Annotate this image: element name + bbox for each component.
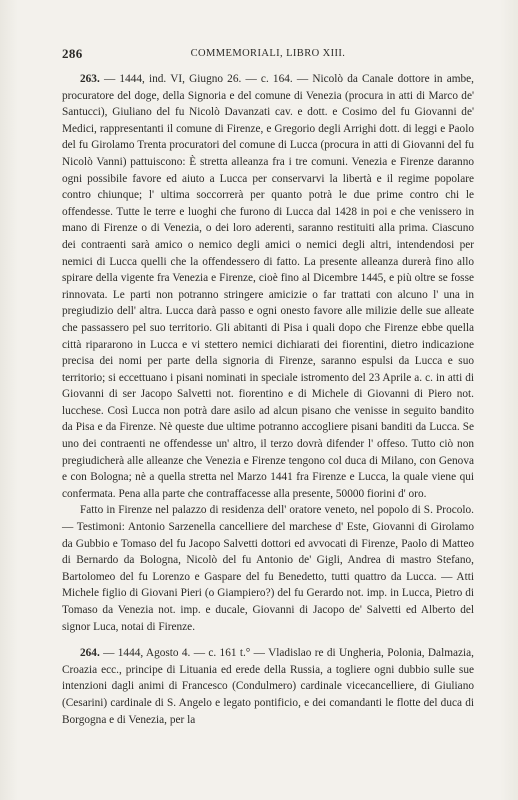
body-text bbox=[62, 71, 474, 728]
entry-separator bbox=[62, 635, 474, 645]
entry-text: — 1444, Agosto 4. — c. 161 t.° — Vladislao re di Ungheria, Polonia, Dalmazia, Croazia ecc., principe di Lituania ed erede della Russia, a togliere ogni dubbio sulle sue intenzioni dagli animi di Francesco (Condulmero) cardinale vicecancelliere, di Giuliano (Cesarini) cardinale di S. Angelo e legato pontificio, e dei comandanti le flotte del duca di Borgogna e di Venezia, per la bbox=[62, 647, 475, 726]
entry-264-paragraph-1 bbox=[62, 645, 474, 728]
entry-number: 264. bbox=[80, 647, 100, 660]
entry-text: — 1444, ind. VI, Giugno 26. — c. 164. — Nicolò da Canale dottore in ambe, procuratore del doge, della Signoria e del comune di Venezia (procura in atti di Marco de' Santucci), Giuliano del fu Nicolò Davanzati cav. e dott. e Cosimo del fu Giovanni de' Medici, rappresentanti il comune di Firenze, e Gregorio degli Arrighi dott. di leggi e Paolo del fu Girolamo Trenta procuratori del comune di Lucca (procura in atti di Giovanni del fu Nicolò Vanni) pattuiscono: È stretta alleanza fra i tre comuni. Venezia e Firenze daranno ogni possibile favore ed aiuto a Lucca per conservarvi la libertà e il regime popolare contro chiunque; l' ultima soccorrerà per quanto potrà le due prime contro chi le offendesse. Tutte le terre e luoghi che furono di Lucca dal 1428 in poi e che venissero in mano di Firenze o di Venezia, o dei loro aderenti, saranno restituiti alla prima. Ciascuno dei contraenti sarà amico o nemico degli amici o nemici degli altri, intendendosi per nemici di Lucca quelli che la offendessero di fatto. La presente alleanza durerà fino allo spirare della vigente fra Venezia e Firenze, cioè fino al Dicembre 1445, e più oltre se fosse rinnovata. Le parti non potranno stringere amicizie o far trattati con alcuno l' una in pregiudizio dell' altra. Lucca darà passo e ogni onesto favore alle milizie delle sue alleate che passassero pel suo territorio. Gli abitanti di Pisa i quali dopo che Firenze ebbe quella città ripararono in Lucca e vi stettero nemici dichiarati dei fiorentini, dietro indicazione precisa dei nomi per parte della signoria di Firenze, saranno espulsi da Lucca e suo territorio; si eccettuano i pisani nominati in speciale istromento del 23 Aprile a. c. in atti di Giovanni di ser Jacopo Salvetti not. fiorentino e di Michele di Giovanni di Piero not. lucchese. Così Lucca non potrà dare asilo ad alcun pisano che venisse in seguito bandito da Pisa e da Firenze. Nè queste due ultime potranno accogliere pisani banditi da Lucca. Se uno dei contraenti ne offendesse un' altro, il terzo dovrà difender l' offeso. Tutto ciò non pregiudicherà alle alleanze che Venezia e Firenze tengono col duca di Milano, con Genova e con Bologna; nè a quella stretta nel Marzo 1441 fra Firenze e Lucca, la quale viene qui confermata. Pena alla parte che contraffacesse alla presente, 50000 fiorini d' oro. bbox=[62, 73, 474, 500]
entry-number: 263. bbox=[80, 73, 100, 85]
entry-263-paragraph-2: Fatto in Firenze nel palazzo di residenza dell' oratore veneto, nel popolo di S. Procolo. — Testimoni: Antonio Sarzenella cancelliere del marchese d' Este, Giovanni di Girolamo da Gubbio e Tomaso del fu Jacopo Salvetti dottori ed avvocati di Firenze, Paolo di Matteo di Bernardo da Bologna, Nicolò del fu Antonio de' Gigli, Andrea di mastro Stefano, Bartolomeo del fu Lorenzo e Gaspare del fu Benedetto, tutti quattro da Lucca. — Atti Michele figlio di Giovani Pieri (o Giampiero?) del fu Gerardo not. imp. in Lucca, Pietro di Tomaso da Venezia not. imp. e ducale, Giovanni di Jacopo de' Salvetti ed Alberto del signor Luca, notai di Firenze. bbox=[62, 504, 474, 633]
running-title: COMMEMORIALI, LIBRO XIII. bbox=[190, 48, 346, 59]
page-number: 286 bbox=[62, 46, 83, 61]
entry-263-paragraph-1 bbox=[62, 71, 474, 502]
page-header bbox=[62, 46, 474, 64]
